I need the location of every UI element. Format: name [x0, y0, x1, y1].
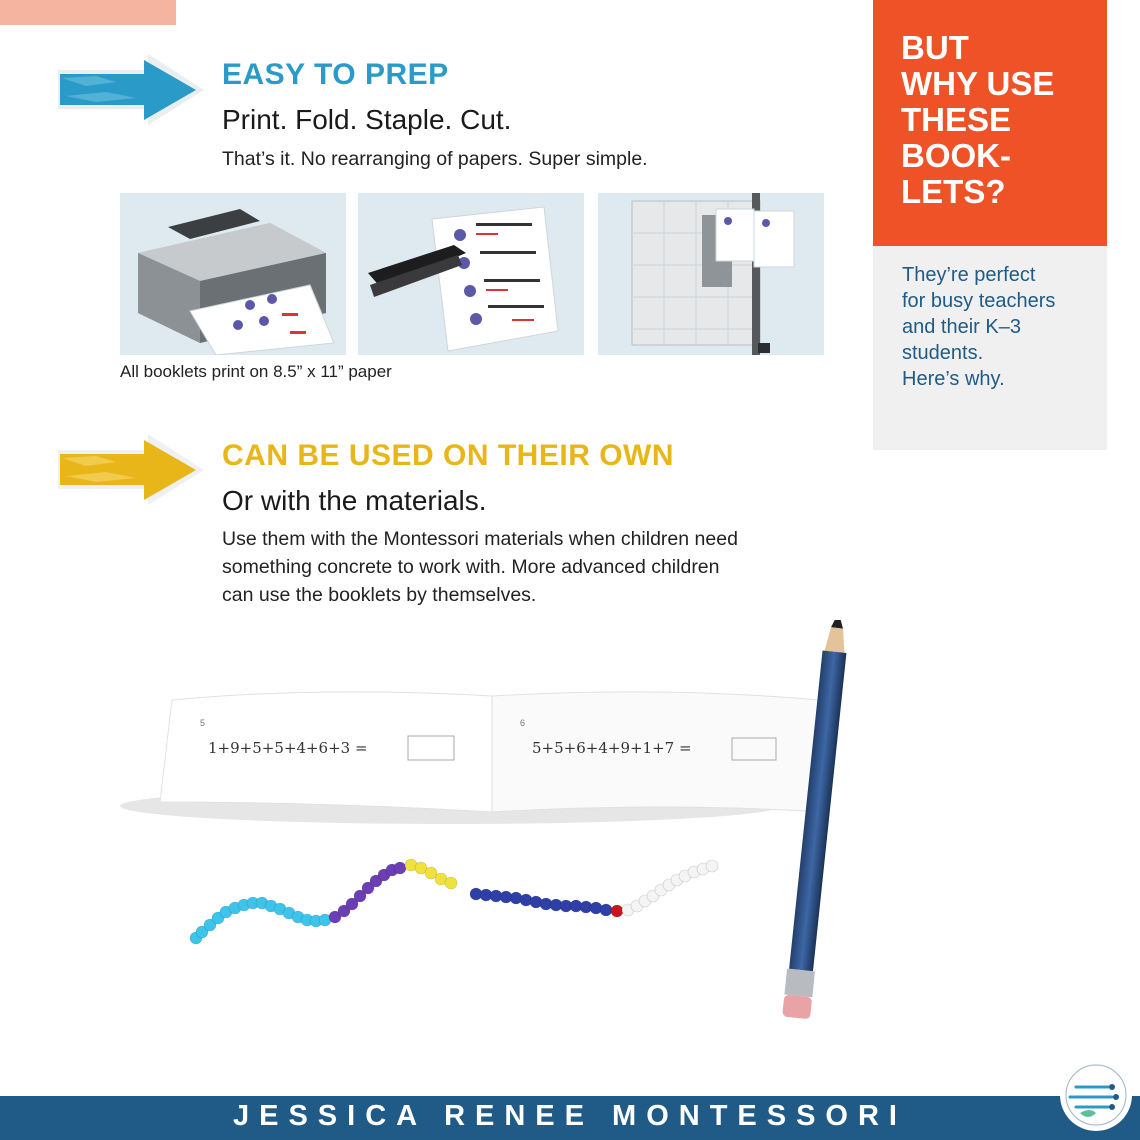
side-text-line: students. — [902, 342, 984, 364]
section1-subheading: Print. Fold. Staple. Cut. — [222, 104, 512, 135]
bead — [394, 862, 406, 874]
section2-subheading: Or with the materials. — [222, 485, 487, 516]
section2-body-line: can use the booklets by themselves. — [222, 584, 537, 606]
brand-logo — [1056, 1055, 1136, 1135]
side-text-line: They’re perfect — [902, 264, 1036, 286]
section2-heading: CAN BE USED ON THEIR OWN — [222, 439, 675, 472]
blue-arrow-icon — [56, 52, 206, 127]
print-caption: All booklets print on 8.5” x 11” paper — [120, 362, 392, 381]
top-accent-tab — [0, 0, 176, 25]
right-equation: 5+5+6+4+9+1+7 = — [532, 739, 692, 757]
side-panel-heading — [873, 0, 1107, 246]
bead — [611, 905, 623, 917]
stapler-photo — [358, 193, 584, 355]
section2-body-line: something concrete to work with. More advanced children — [222, 556, 720, 578]
booklet-scene — [120, 620, 850, 1050]
bead — [600, 904, 612, 916]
section1-body: That’s it. No rearranging of papers. Super simple. — [222, 148, 648, 170]
bead — [706, 860, 718, 872]
section1-heading: EASY TO PREP — [222, 58, 449, 91]
right-page-number: 6 — [520, 718, 526, 728]
footer-brand: JESSICA RENEE MONTESSORI — [232, 1100, 907, 1132]
side-heading-line: WHY USE — [901, 65, 1055, 102]
side-panel-text — [873, 246, 1107, 450]
side-heading-line: THESE — [901, 101, 1012, 138]
side-heading-line: LETS? — [901, 173, 1006, 210]
side-text-line: Here’s why. — [902, 368, 1005, 390]
side-heading-line: BOOK- — [901, 137, 1011, 174]
left-page-number: 5 — [200, 718, 206, 728]
section2-body — [222, 525, 862, 609]
bead-snake — [120, 620, 850, 1050]
section2-body-line: Use them with the Montessori materials when children need — [222, 528, 738, 550]
bead — [445, 877, 457, 889]
yellow-arrow-icon — [56, 432, 206, 507]
side-text-line: for busy teachers — [902, 290, 1056, 312]
side-text-line: and their K–3 — [902, 316, 1021, 338]
printer-photo — [120, 193, 346, 355]
side-panel — [873, 0, 1107, 470]
torn-paper-edge — [873, 428, 1107, 468]
paper-cutter-photo — [598, 193, 824, 355]
left-equation: 1+9+5+5+4+6+3 = — [208, 739, 368, 757]
side-heading-line: BUT — [901, 29, 969, 66]
